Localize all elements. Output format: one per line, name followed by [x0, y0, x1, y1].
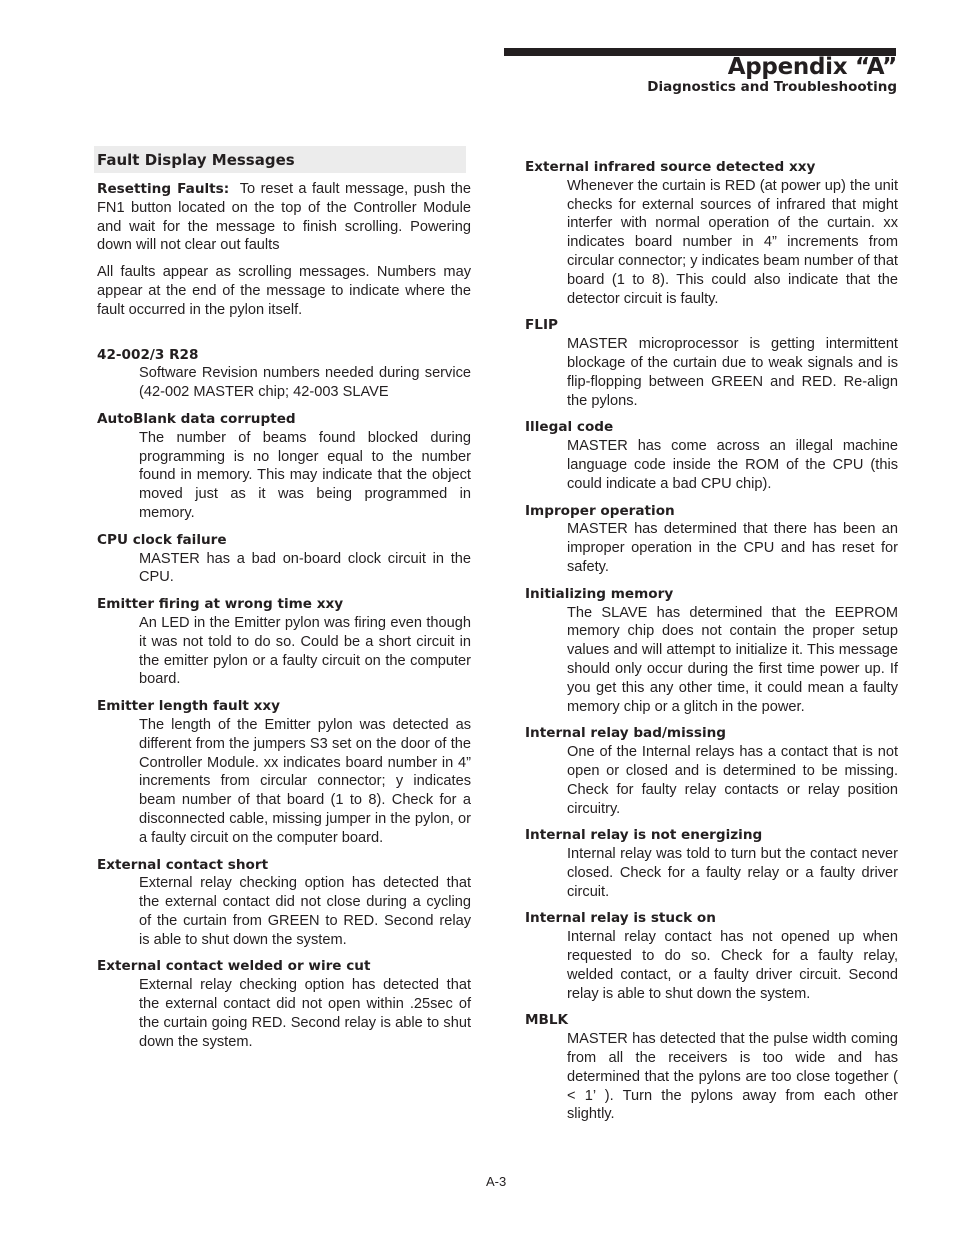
fault-title: External contact welded or wire cut [97, 958, 371, 975]
fault-entry [97, 856, 471, 950]
fault-description: Internal relay was told to turn but the contact never closed. Check for a faulty relay or a faulty driver circuit. [567, 846, 898, 900]
fault-description: MASTER microprocessor is getting intermittent blockage of the curtain due to weak signals and is flip-flopping between GREEN and RED. Re-align the pylons. [567, 336, 898, 409]
right-column [525, 158, 898, 1132]
fault-description: External relay checking option has detected that the external contact did not close during a cycling of the curtain from GREEN to RED. Second relay is able to shut down the system. [139, 875, 471, 948]
fault-description: The length of the Emitter pylon was detected as different from the jumpers S3 set on the door of the Controller Module. xx indicates board number in 4” increments from circular connector; y indicates beam number of that board (1 to 8). Check for a disconnected cable, missing jumper in the pylon, or a faulty circuit on the computer board. [139, 716, 471, 846]
fault-title: Improper operation [525, 502, 675, 519]
fault-entry [525, 316, 898, 410]
fault-description: Software Revision numbers needed during service (42-002 MASTER chip; 42-003 SLAVE [139, 365, 471, 401]
fault-entry [525, 418, 898, 493]
fault-entry [525, 909, 898, 1003]
fault-entry [525, 724, 898, 818]
fault-title: Internal relay bad/missing [525, 725, 727, 742]
fault-entry [97, 410, 471, 523]
fault-description: Internal relay contact has not opened up when requested to do so. Check for a faulty relay, welded contact, or a faulty driver circuit. Second relay is able to shut down the system. [567, 929, 898, 1002]
fault-description: MASTER has a bad on-board clock circuit in the CPU. [139, 550, 471, 586]
fault-description: MASTER has come across an illegal machine language code inside the ROM of the CPU (this could indicate a bad CPU chip). [567, 438, 898, 492]
fault-description: The SLAVE has determined that the EEPROM memory chip does not contain the proper setup values and will attempt to initialize it. This message should only occur during the first time power up. If you get this any other time, it could mean a faulty memory chip or a glitch in the power. [567, 604, 898, 715]
fault-title: MBLK [525, 1012, 569, 1029]
fault-description: Whenever the curtain is RED (at power up) the unit checks for external sources of infrared that might interfer with normal operation of the curtain. xx indicates board number in 4” increments from circular connector; y indicates beam number of that board (1 to 8). This could also indicate that the detector circuit is faulty. [567, 177, 898, 307]
fault-entry [97, 697, 471, 847]
fault-title: Internal relay is not energizing [525, 827, 763, 844]
fault-title: Emitter firing at wrong time xxy [97, 596, 344, 613]
fault-title: CPU clock failure [97, 531, 227, 548]
fault-description: MASTER has detected that the pulse width coming from all the receivers is too wide and has determined that the pylons are too close together ( < 1’ ). Turn the pylons away from each other slightly. [567, 1031, 898, 1123]
fault-description: The number of beams found blocked during programming is no longer equal to the number found in memory. This may indicate that the object moved just as it was being programmed in memory. [139, 429, 471, 521]
fault-entry [525, 1011, 898, 1124]
section-heading: Fault Display Messages [94, 146, 466, 173]
fault-title: Illegal code [525, 419, 614, 436]
fault-entry [97, 957, 471, 1051]
fault-title: Internal relay is stuck on [525, 910, 716, 927]
fault-title: External contact short [97, 856, 269, 873]
resetting-faults-paragraph [97, 180, 471, 255]
fault-description: MASTER has determined that there has been an improper operation in the CPU and has reset for safety. [567, 521, 898, 575]
page-number: A-3 [486, 1174, 507, 1189]
right-fault-list [525, 158, 898, 1124]
fault-entry [525, 502, 898, 577]
fault-title: FLIP [525, 317, 558, 334]
fault-description: An LED in the Emitter pylon was firing even though it was not told to do so. Could be a short circuit in the emitter pylon or a faulty circuit on the computer board. [139, 614, 471, 688]
fault-entry [525, 585, 898, 717]
fault-entry [97, 346, 471, 402]
fault-description: External relay checking option has detected that the external contact did not open within .25sec of the curtain going RED. Second relay is able to shut down the system. [139, 977, 471, 1050]
page-title: Appendix “A” [727, 54, 897, 80]
left-fault-list [97, 346, 471, 1052]
fault-entry [525, 158, 898, 308]
fault-title: Emitter length fault xxy [97, 698, 281, 715]
fault-title: External infrared source detected xxy [525, 159, 816, 175]
resetting-faults-text: To reset a fault message, push the FN1 button located on the top of the Controller Module and wait for the message to finish scrolling. Powering down will not clear out faults [97, 181, 471, 254]
page-subtitle: Diagnostics and Troubleshooting [647, 79, 897, 95]
resetting-faults-label: Resetting Faults: [97, 181, 230, 197]
scrolling-messages-paragraph: All faults appear as scrolling messages. Numbers may appear at the end of the message to indicate where the fault occurred in the pylon itself. [97, 264, 471, 318]
fault-title: AutoBlank data corrupted [97, 410, 296, 427]
fault-title: Initializing memory [525, 585, 674, 602]
fault-entry [97, 531, 471, 587]
left-column [97, 146, 471, 1059]
fault-title: 42-002/3 R28 [97, 346, 199, 363]
fault-entry [525, 826, 898, 901]
fault-description: One of the Internal relays has a contact that is not open or closed and is determined to be missing. Check for faulty relay contacts or relay position circuitry. [567, 744, 898, 817]
fault-entry [97, 595, 471, 689]
